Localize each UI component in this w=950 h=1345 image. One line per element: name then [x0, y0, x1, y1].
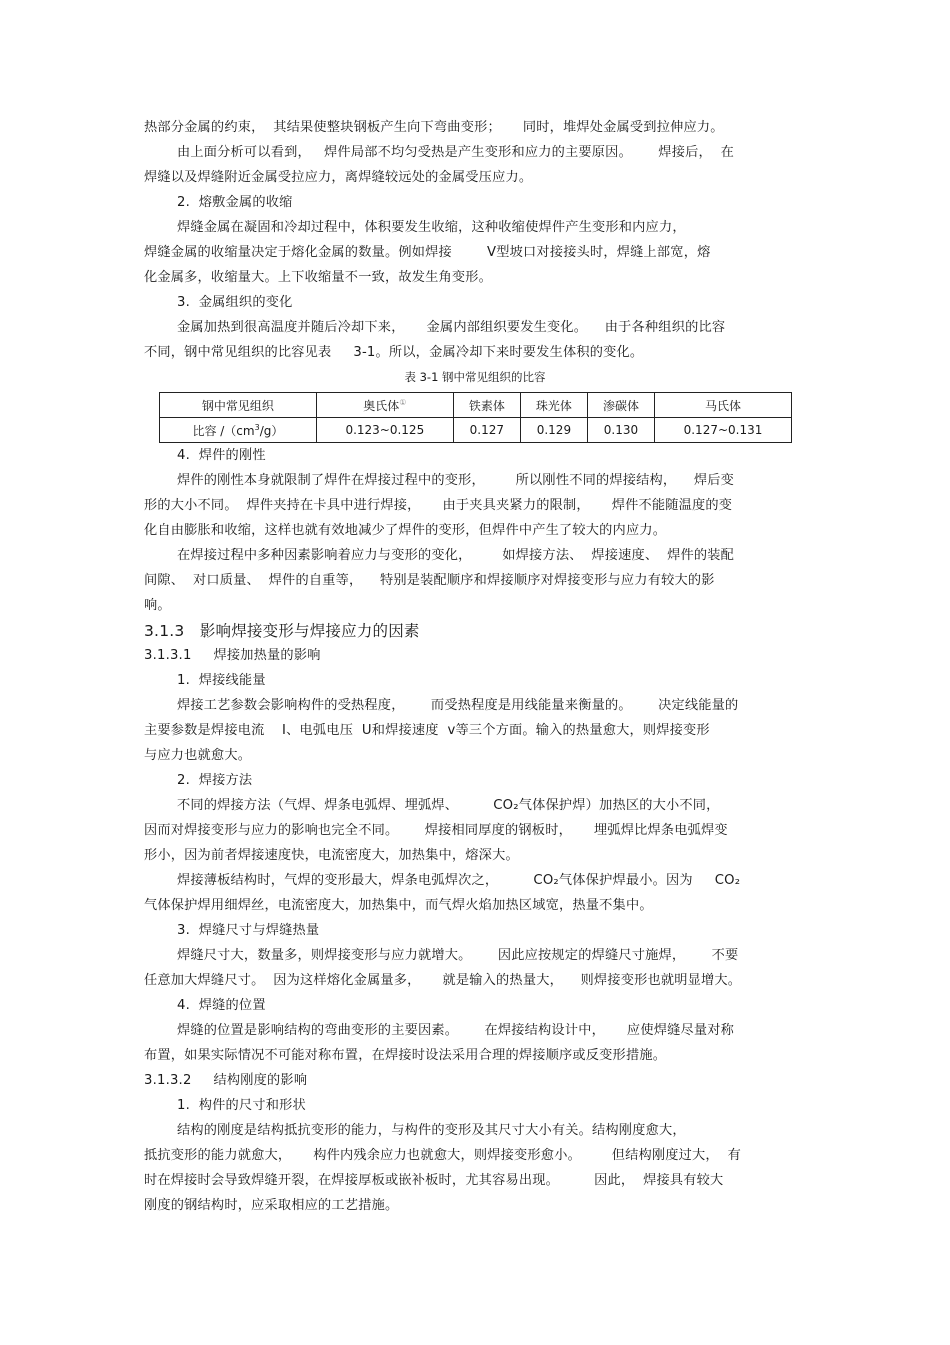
text-line: 由上面分析可以看到， 焊件局部不均匀受热是产生变形和应力的主要原因。 焊接后， 在 [177, 145, 735, 160]
text-line: 金属加热到很高温度并随后冷却下来， 金属内部组织要发生变化。 由于各种组织的比容 [177, 320, 726, 335]
section-heading: 4. 焊缝的位置 [177, 998, 266, 1013]
text-line: 焊缝以及焊缝附近金属受拉应力，离焊缝较远处的金属受压应力。 [144, 170, 533, 185]
text-line: 在焊接过程中多种因素影响着应力与变形的变化， 如焊接方法、 焊接速度、 焊件的装配 [177, 548, 735, 563]
section-title: 3.1.3 影响焊接变形与焊接应力的因素 [144, 622, 420, 640]
text-line: 焊缝的位置是影响结构的弯曲变形的主要因素。 在焊接结构设计中， 应使焊缝尽量对称 [177, 1023, 735, 1038]
table-cell: 0.129 [520, 418, 587, 443]
section-heading: 1. 构件的尺寸和形状 [177, 1098, 306, 1113]
text-line: 抵抗变形的能力就愈大， 构件内残余应力也就愈大，则焊接变形愈小。 但结构刚度过大， 有 [144, 1148, 741, 1163]
text-line: 焊接薄板结构时，气焊的变形最大，焊条电弧焊次之， CO₂气体保护焊最小。因为 CO₂ [177, 873, 741, 888]
table-header-cell: 奥氏体① [316, 393, 453, 418]
section-heading: 2. 焊接方法 [177, 773, 253, 788]
section-heading: 1. 焊接线能量 [177, 673, 266, 688]
table-header-row [160, 393, 792, 418]
text-line: 时在焊接时会导致焊缝开裂，在焊接厚板或嵌补板时，尤其容易出现。 因此， 焊接具有较大 [144, 1173, 724, 1188]
specific-volume-table [159, 392, 792, 443]
text-line: 形的大小不同。 焊件夹持在卡具中进行焊接， 由于夹具夹紧力的限制， 焊件不能随温度的变 [144, 498, 733, 513]
table-header-cell: 钢中常见组织 [160, 393, 317, 418]
text-line: 不同，钢中常见组织的比容见表 3-1。所以，金属冷却下来时要发生体积的变化。 [144, 345, 644, 360]
text-line: 焊缝金属在凝固和冷却过程中，体积要发生收缩，这种收缩使焊件产生变形和内应力， [177, 220, 686, 235]
text-line: 不同的焊接方法（气焊、焊条电弧焊、埋弧焊、 CO₂气体保护焊）加热区的大小不同， [177, 798, 720, 813]
text-line: 焊件的刚性本身就限制了焊件在焊接过程中的变形， 所以刚性不同的焊接结构， 焊后变 [177, 473, 735, 488]
text-line: 因而对焊接变形与应力的影响也完全不同。 焊接相同厚度的钢板时， 埋弧焊比焊条电弧焊变 [144, 823, 728, 838]
text-line: 布置，如果实际情况不可能对称布置，在焊接时设法采用合理的焊接顺序或反变形措施。 [144, 1048, 667, 1063]
footnote-mark: ① [399, 397, 407, 407]
text-line: 焊缝尺寸大，数量多，则焊接变形与应力就增大。 因此应按规定的焊缝尺寸施焊， 不要 [177, 948, 739, 963]
subsection-title: 3.1.3.1 焊接加热量的影响 [144, 648, 321, 663]
section-heading: 4. 焊件的刚性 [177, 448, 266, 463]
table-header-cell: 马氏体 [655, 393, 792, 418]
text-line: 焊缝金属的收缩量决定于熔化金属的数量。例如焊接 V型坡口对接接头时，焊缝上部宽，熔 [144, 245, 711, 260]
table-header-cell: 渗碳体 [587, 393, 654, 418]
table-cell: 0.130 [587, 418, 654, 443]
text-line: 主要参数是焊接电流 I、电弧电压 U和焊接速度 v等三个方面。输入的热量愈大，则焊接变形 [144, 723, 710, 738]
text-line: 化自由膨胀和收缩，这样也就有效地减少了焊件的变形，但焊件中产生了较大的内应力。 [144, 523, 667, 538]
section-heading: 3. 金属组织的变化 [177, 295, 293, 310]
text-line: 刚度的钢结构时，应采取相应的工艺措施。 [144, 1198, 399, 1213]
text-line: 间隙、 对口质量、 焊件的自重等， 特别是装配顺序和焊接顺序对焊接变形与应力有较大的影 [144, 573, 715, 588]
table-row [160, 418, 792, 443]
text-line: 形小，因为前者焊接速度快，电流密度大，加热集中，熔深大。 [144, 848, 519, 863]
table-cell: 0.127 [453, 418, 520, 443]
table-header-cell: 珠光体 [520, 393, 587, 418]
section-heading: 3. 焊缝尺寸与焊缝热量 [177, 923, 320, 938]
text-line: 热部分金属的约束， 其结果使整块钢板产生向下弯曲变形； 同时，堆焊处金属受到拉伸应力。 [144, 120, 724, 135]
text-line: 响。 [144, 598, 171, 613]
table-header-cell: 铁素体 [453, 393, 520, 418]
text-line: 化金属多，收缩量大。上下收缩量不一致，故发生角变形。 [144, 270, 493, 285]
table-cell: 0.127~0.131 [655, 418, 792, 443]
table-caption: 表 3-1 钢中常见组织的比容 [404, 370, 546, 384]
text-line: 结构的刚度是结构抵抗变形的能力，与构件的变形及其尺寸大小有关。结构刚度愈大， [177, 1123, 686, 1138]
table-row-label: 比容 $/(cm^3/g)$ [160, 418, 317, 443]
text-line: 焊接工艺参数会影响构件的受热程度， 而受热程度是用线能量来衡量的。 决定线能量的 [177, 698, 739, 713]
text-line: 与应力也就愈大。 [144, 748, 252, 763]
section-heading: 2. 熔敷金属的收缩 [177, 195, 293, 210]
text-line: 气体保护焊用细焊丝，电流密度大，加热集中，而气焊火焰加热区域宽，热量不集中。 [144, 898, 653, 913]
text-line: 任意加大焊缝尺寸。 因为这样熔化金属量多， 就是输入的热量大， 则焊接变形也就明显增大。 [144, 973, 742, 988]
subsection-title: 3.1.3.2 结构刚度的影响 [144, 1073, 308, 1088]
table-cell: 0.123~0.125 [316, 418, 453, 443]
